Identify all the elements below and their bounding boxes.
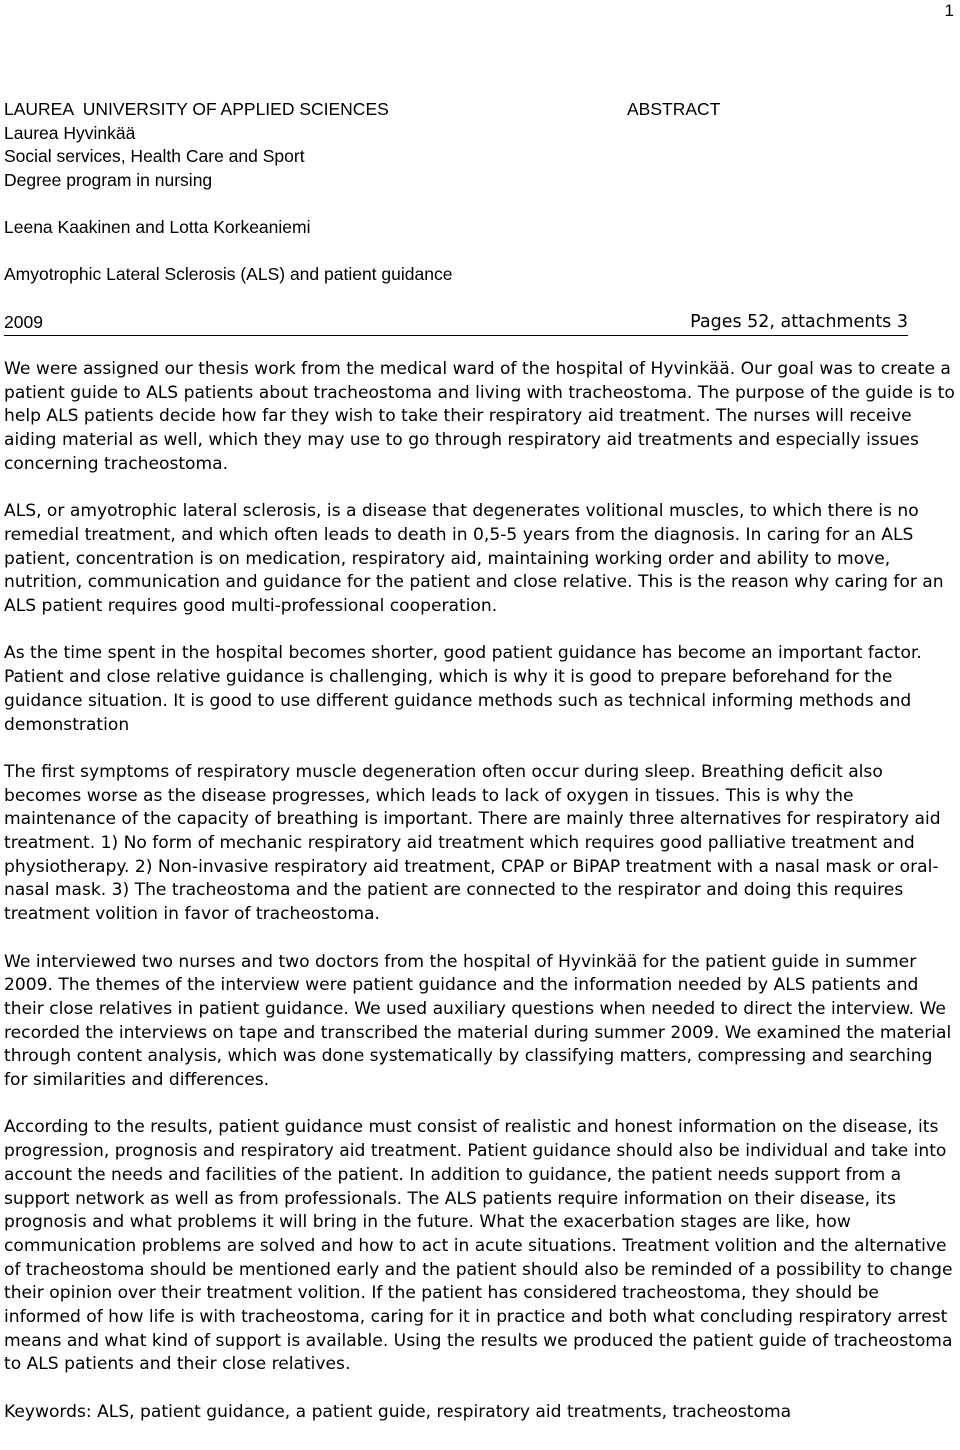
university-name: LAUREA UNIVERSITY OF APPLIED SCIENCES (4, 99, 389, 119)
institution-block (4, 98, 389, 193)
authors: Leena Kaakinen and Lotta Korkeaniemi (4, 217, 311, 237)
faculty-name: Social services, Health Care and Sport (4, 146, 305, 167)
pages-info: Pages 52, attachments 3 (690, 312, 908, 332)
thesis-title: Amyotrophic Lateral Sclerosis (ALS) and patient guidance (4, 264, 453, 284)
page-number: 1 (944, 1, 954, 20)
degree-program: Degree program in nursing (4, 170, 213, 191)
abstract-label: ABSTRACT (627, 99, 721, 119)
paragraph-2: ALS, or amyotrophic lateral sclerosis, is a disease that degenerates volitional muscles, to which there is no remedial treatment, and which often leads to death in 0,5-5 years from the diagnosis. In caring for an ALS patient, concentration is on medication, respiratory aid, maintaining working order and ability to move, nutrition, communication and guidance for the patient and close relative. This is the reason why caring for an ALS patient requires good multi-professional cooperation. (4, 501, 944, 617)
paragraph-4: The first symptoms of respiratory muscle degeneration often occur during sleep. Breathing deficit also becomes worse as the disease progresses, which leads to lack of oxygen in tissues. This is why the maintenance of the capacity of breathing is important. There are mainly three alternatives for respiratory aid treatment. 1) No form of mechanic respiratory aid treatment which requires good palliative treatment and physiotherapy. 2) Non-invasive respiratory aid treatment, CPAP or BiPAP treatment with a nasal mask or oral-nasal mask. 3) The tracheostoma and the patient are connected to the respirator and doing this requires treatment volition in favor of tracheostoma. (4, 761, 941, 925)
campus-name: Laurea Hyvinkää (4, 122, 136, 143)
keywords: Keywords: ALS, patient guidance, a patient guide, respiratory aid treatments, tracheostoma (4, 1401, 792, 1422)
paragraph-6: According to the results, patient guidance must consist of realistic and honest information on the disease, its progression, prognosis and respiratory aid treatment. Patient guidance should also be individual and take into account the needs and facilities of the patient. In addition to guidance, the patient needs support from a support network as well as from professionals. The ALS patients require information on their disease, its prognosis and what problems it will bring in the future. What the exacerbation stages are like, how communication problems are solved and how to act in acute situations. Treatment volition and the alternative of tracheostoma should be mentioned early and the patient should also be reminded of a possibility to change their opinion over their treatment volition. If the patient has considered tracheostoma, they should be informed of how life is with tracheostoma, caring for it in practice and both what concluding respiratory arrest means and what kind of support is available. Using the results we produced the patient guide of tracheostoma to ALS patients and their close relatives. (4, 1117, 953, 1375)
paragraph-3: As the time spent in the hospital becomes shorter, good patient guidance has become an important factor. Patient and close relative guidance is challenging, which is why it is good to prepare beforehand for the guidance situation. It is good to use different guidance methods such as technical informing methods and demonstration (4, 643, 922, 735)
paragraph-5: We interviewed two nurses and two doctors from the hospital of Hyvinkää for the patient guide in summer 2009. The themes of the interview were patient guidance and the information needed by ALS patients and their close relatives in patient guidance. We used auxiliary questions when needed to direct the interview. We recorded the interviews on tape and transcribed the material during summer 2009. We examined the material through content analysis, which was done systematically by classifying matters, compressing and searching for similarities and differences. (4, 951, 952, 1091)
abstract-body (4, 358, 958, 1448)
paragraph-1: We were assigned our thesis work from the medical ward of the hospital of Hyvinkää. Our goal was to create a patient guide to ALS patients about tracheostoma and living with tracheostoma. The purpose of the guide is to help ALS patients decide how far they wish to take their respiratory aid treatment. The nurses will receive aiding material as well, which they may use to go through respiratory aid treatments and especially issues concerning tracheostoma. (4, 359, 955, 474)
year-pages-row (4, 311, 908, 336)
year: 2009 (4, 312, 43, 332)
